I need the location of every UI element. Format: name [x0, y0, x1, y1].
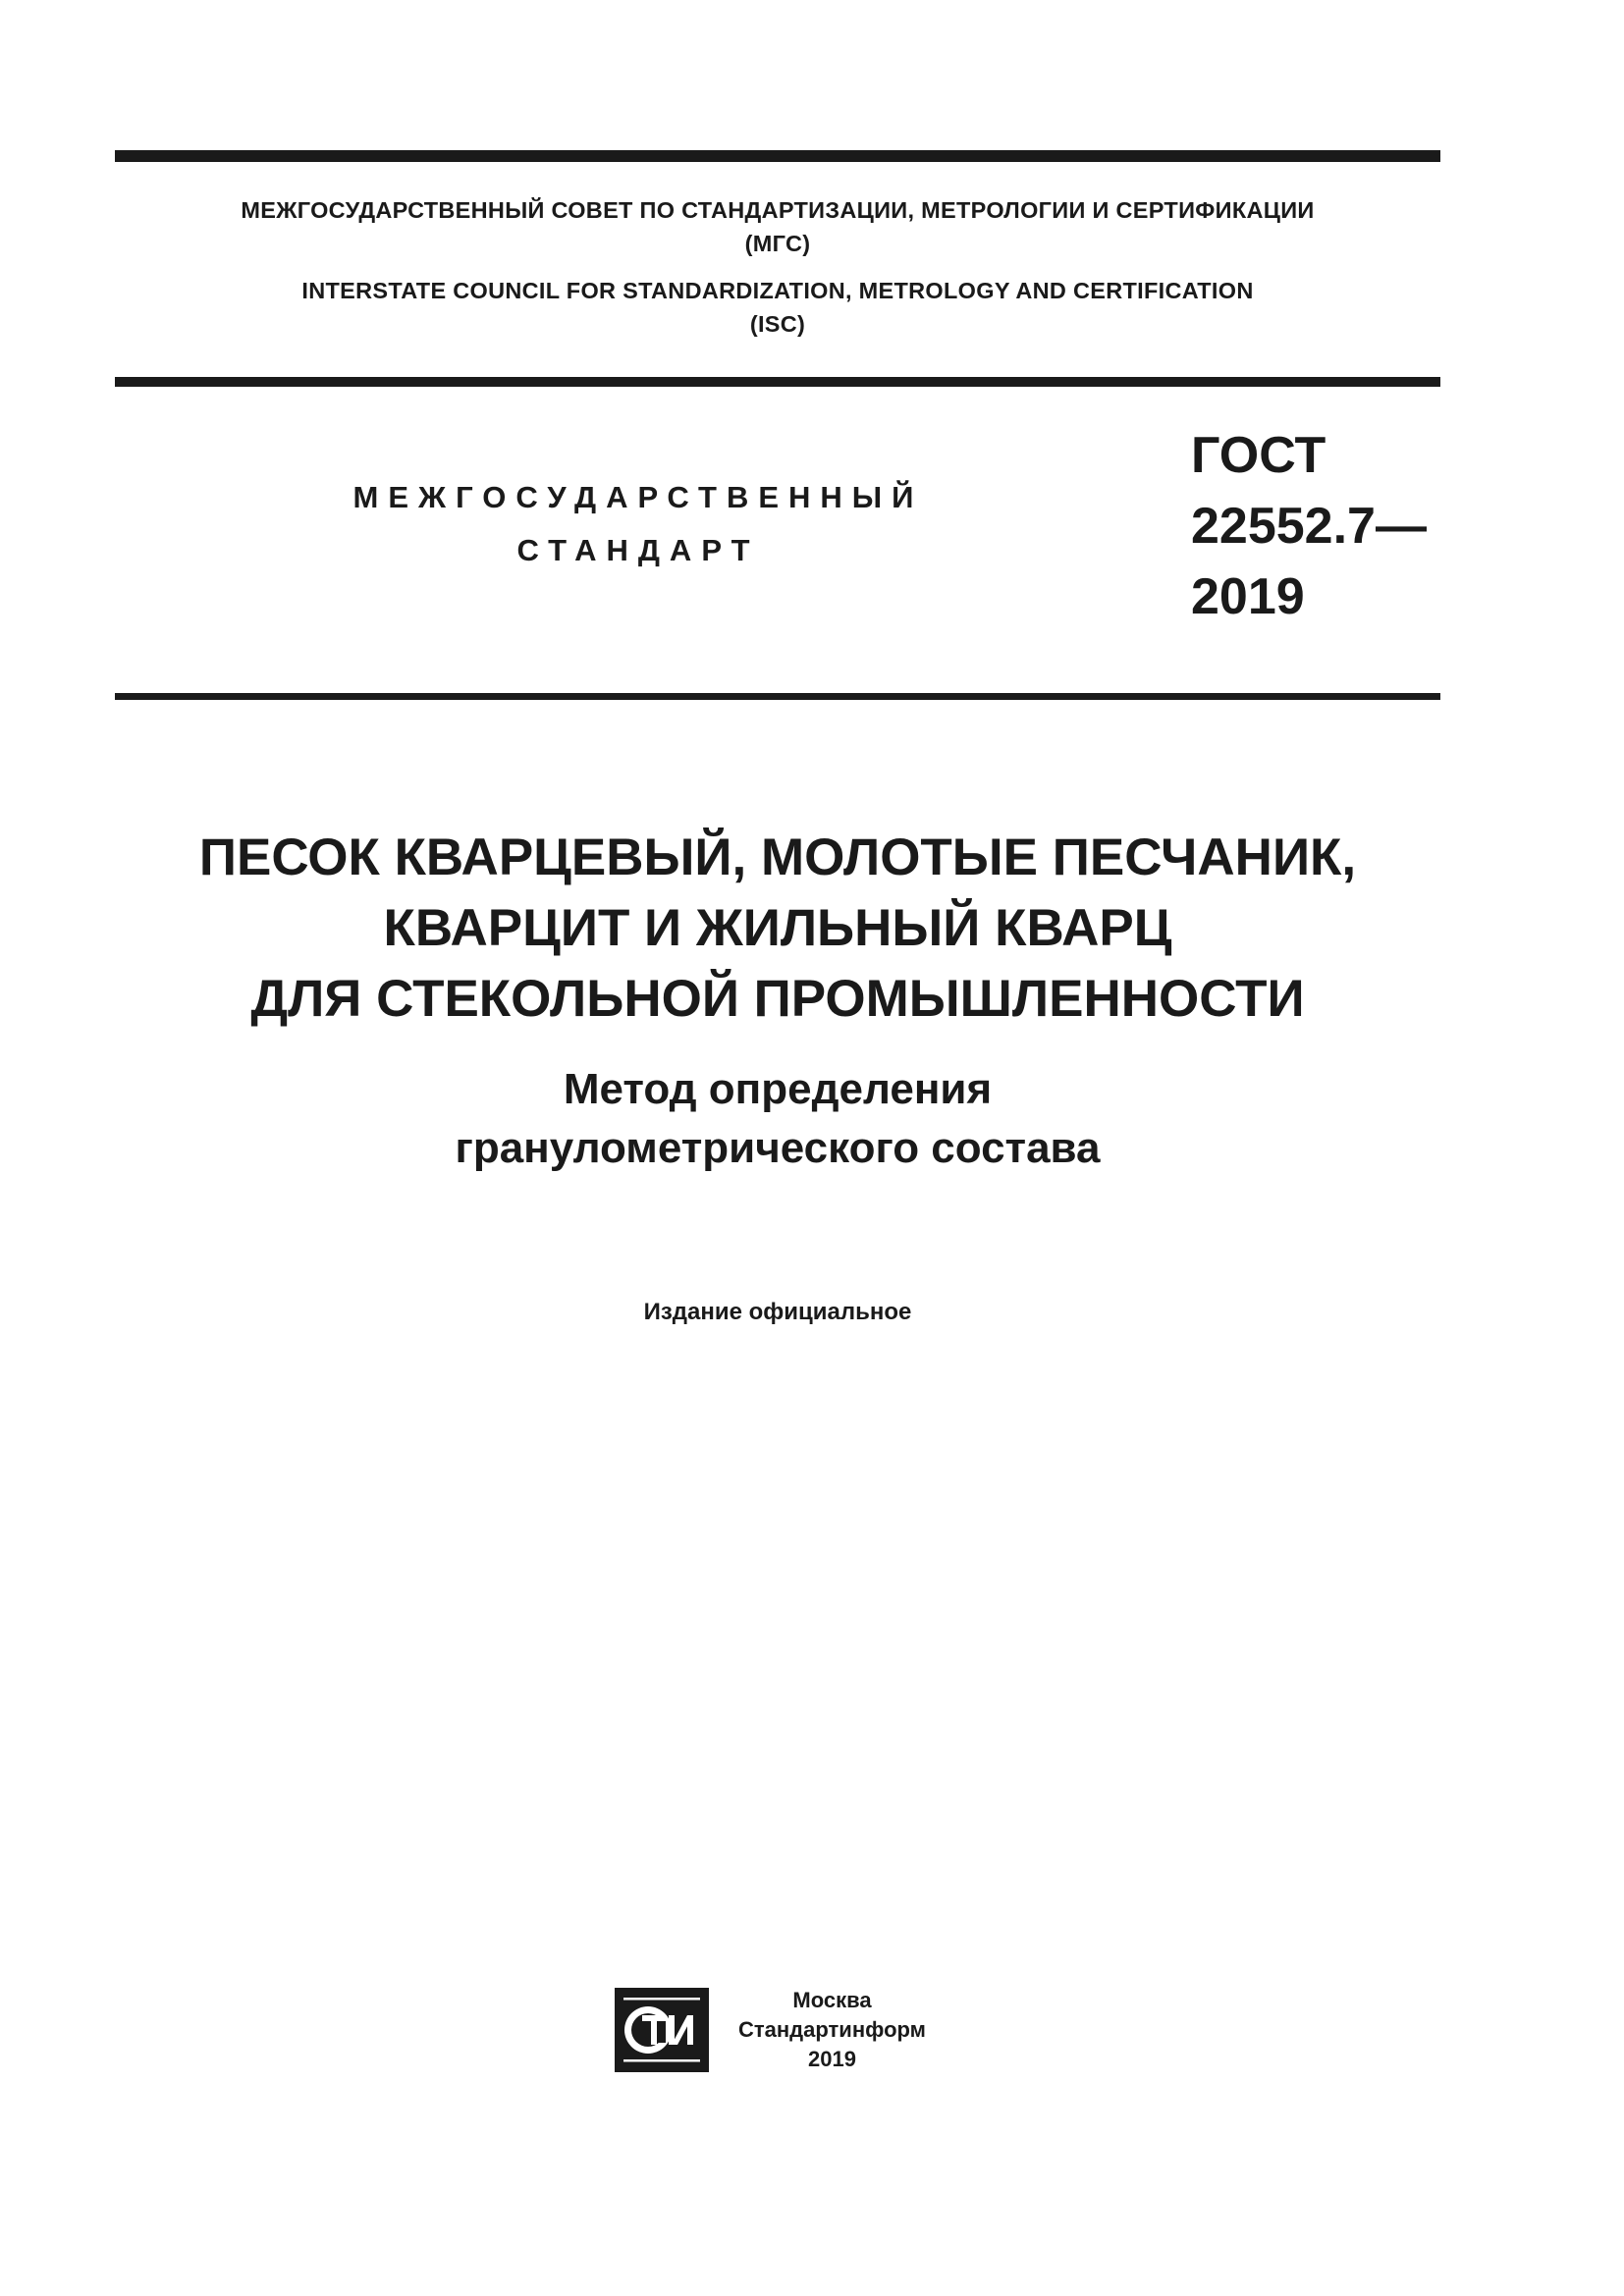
- standard-type: [295, 471, 982, 577]
- council-ru-name: МЕЖГОСУДАРСТВЕННЫЙ СОВЕТ ПО СТАНДАРТИЗАЦИИ, МЕТРОЛОГИИ И СЕРТИФИКАЦИИ: [241, 197, 1315, 223]
- publisher-city: Москва: [792, 1988, 872, 2012]
- gost-year: 2019: [1191, 568, 1305, 625]
- subtitle-line2: гранулометрического состава: [455, 1124, 1101, 1172]
- publisher-year: 2019: [808, 2047, 856, 2071]
- title-line3: ДЛЯ СТЕКОЛЬНОЙ ПРОМЫШЛЕННОСТИ: [250, 970, 1305, 1028]
- standard-type-line2: СТАНДАРТ: [516, 533, 760, 567]
- standard-type-line1: МЕЖГОСУДАРСТВЕННЫЙ: [352, 480, 924, 514]
- council-ru-abbr: (МГС): [744, 231, 811, 256]
- gost-prefix: ГОСТ: [1191, 427, 1326, 484]
- standartinform-logo-icon: [615, 1988, 709, 2072]
- middle-rule: [115, 377, 1440, 387]
- publisher-text: [738, 1986, 926, 2074]
- subtitle-line1: Метод определения: [563, 1065, 993, 1113]
- edition-note: Издание официальное: [643, 1299, 912, 1325]
- publisher-block: [615, 1986, 926, 2074]
- gost-designation: [1191, 420, 1427, 632]
- lower-rule: [115, 693, 1440, 700]
- document-subtitle: [115, 1060, 1440, 1178]
- council-en-name: INTERSTATE COUNCIL FOR STANDARDIZATION, METROLOGY AND CERTIFICATION: [301, 278, 1254, 303]
- document-title: [115, 823, 1440, 1035]
- title-line2: КВАРЦИТ И ЖИЛЬНЫЙ КВАРЦ: [383, 899, 1172, 957]
- publisher-name: Стандартинформ: [738, 2017, 926, 2042]
- top-rule: [115, 150, 1440, 162]
- gost-number: 22552.7—: [1191, 498, 1427, 555]
- council-en-abbr: (ISC): [749, 311, 806, 337]
- council-ru-block: [115, 193, 1440, 260]
- council-en-block: [115, 274, 1440, 341]
- title-line1: ПЕСОК КВАРЦЕВЫЙ, МОЛОТЫЕ ПЕСЧАНИК,: [198, 828, 1357, 886]
